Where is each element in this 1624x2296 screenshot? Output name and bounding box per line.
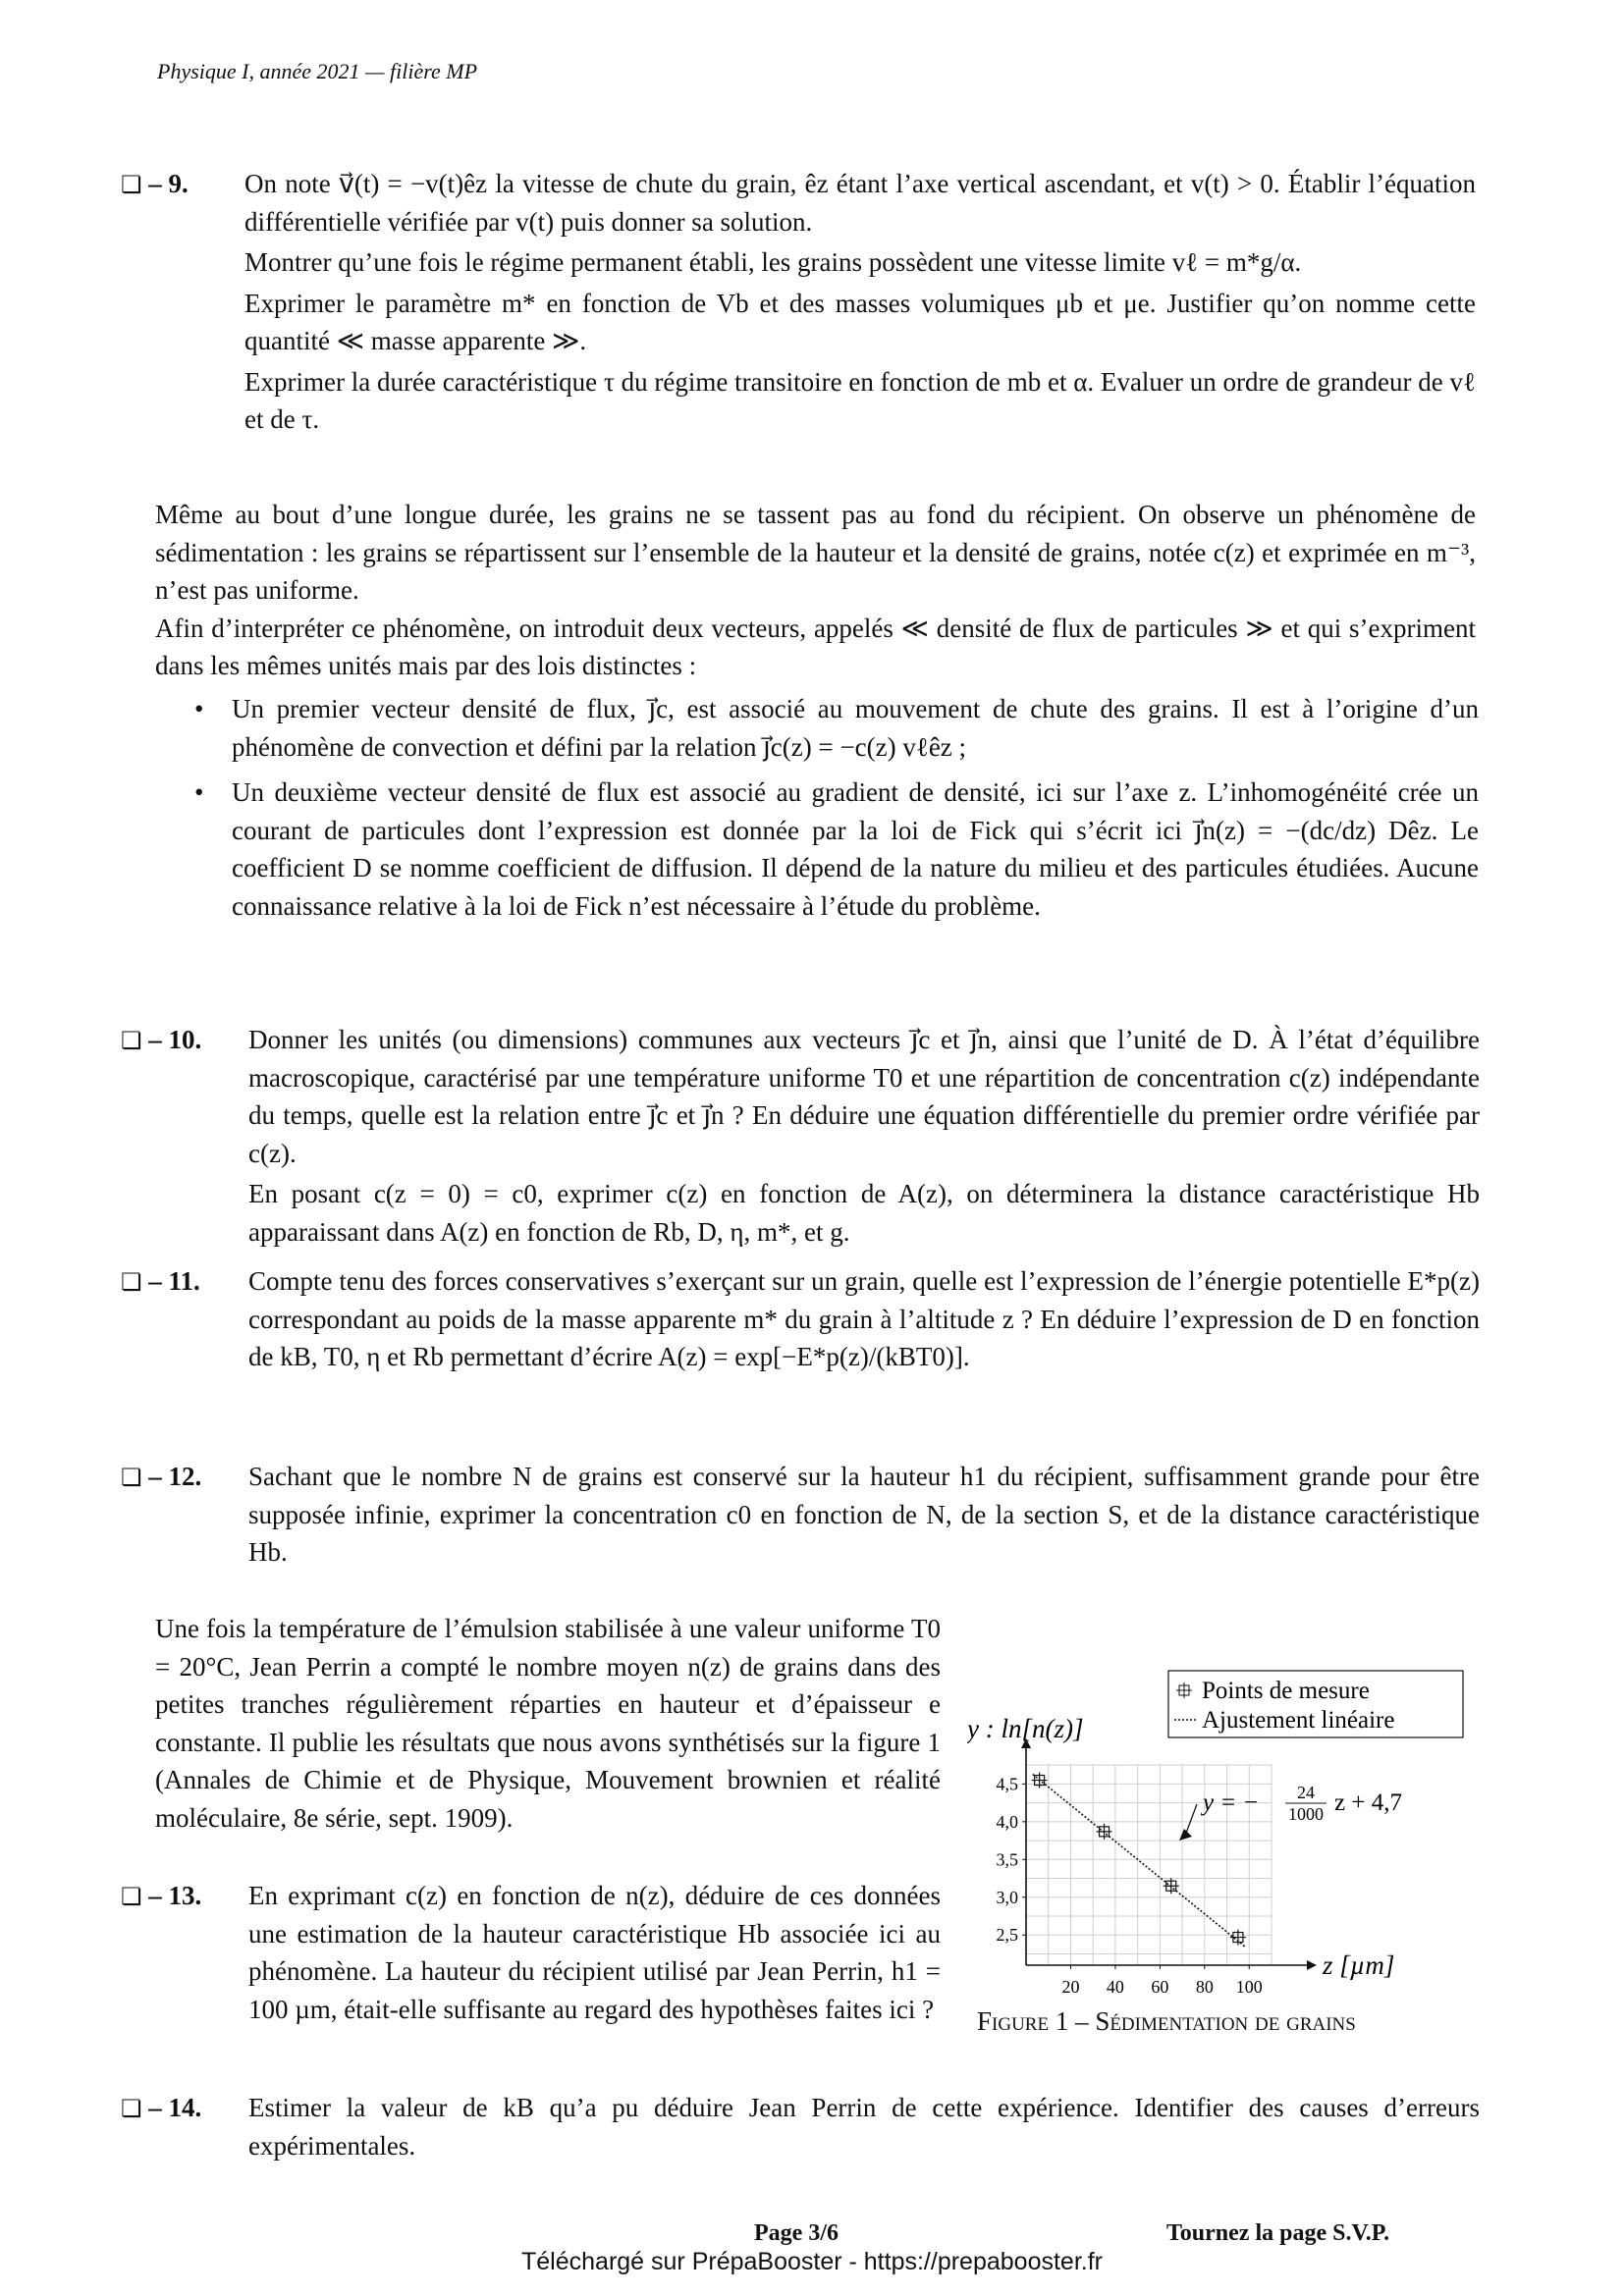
fit-equation-numerator: 24 [1297, 1783, 1315, 1802]
intro-block [155, 496, 1476, 685]
q14-text-1: Estimer la valeur de kB qu’a pu déduire Jean Perrin de cette expérience. Identifier des causes d’erreurs expérimentales. [248, 2093, 1480, 2161]
intro-paragraph-1: Même au bout d’une longue durée, les grains ne se tassent pas au fond du récipient. On observe un phénomène de sédimentation : les grains se répartissent sur l’ensemble de la hauteur et la densité de grains, notée c(z) et exprimée en m⁻³, n’est pas uniforme. [155, 500, 1476, 605]
data-point [1032, 1773, 1048, 1789]
fit-equation-rest: z + 4,7 [1334, 1789, 1402, 1816]
data-point [1164, 1878, 1179, 1894]
intro-paragraph-2: Afin d’interpréter ce phénomène, on introduit deux vecteurs, appelés ≪ densité de flux de particules ≫ et qui s’expriment dans les mêmes unités mais par des lois distinctes : [155, 613, 1476, 680]
q11-text-1: Compte tenu des forces conservatives s’exerçant sur un grain, quelle est l’expression de l’énergie potentielle E*p(z) correspondant au poids de la masse apparente m* du grain à l’altitude z ? En déduire l’expression de D en fonction de kB, T0, η et Rb permettant d’écrire A(z) = exp[−E*p(z)/(kBT0)]. [248, 1266, 1480, 1371]
legend-label-fit: Ajustement linéaire [1202, 1707, 1395, 1734]
q10-text-2: En posant c(z = 0) = c0, exprimer c(z) en fonction de A(z), on déterminera la distance caractéristique Hb apparaissant dans A(z) en fonction de Rb, D, η, m*, et g. [248, 1179, 1480, 1247]
chart-legend [1168, 1671, 1463, 1737]
y-tick-label: 4,5 [996, 1774, 1018, 1794]
data-point [1230, 1930, 1246, 1946]
question-11 [121, 1262, 1480, 1379]
q9-text-1: On note v⃗(t) = −v(t)êz la vitesse de chute du grain, êz étant l’axe vertical ascendant, et v(t) > 0. Établir l’équation différentielle vérifiée par v(t) puis donner sa solution. [244, 169, 1476, 237]
y-tick-label: 3,0 [996, 1887, 1018, 1907]
y-tick-label: 4,0 [996, 1811, 1018, 1832]
chart-axes [967, 1714, 1394, 1980]
chart-annotation [1179, 1783, 1402, 1841]
q13-text-1: En exprimant c(z) en fonction de n(z), déduire de ces données une estimation de la hauteur caractéristique Hb associée ici au phénomène. La hauteur du récipient utilisé par Jean Perrin, h1 = 100 µm, était-elle suffisante au regard des hypothèses faites ici ? [248, 1881, 941, 2024]
question-13 [121, 1877, 941, 2031]
x-axis-label: z [µm] [1323, 1950, 1395, 1980]
question-14 [121, 2089, 1480, 2167]
legend-label-points: Points de mesure [1202, 1678, 1370, 1704]
q12-text-1: Sachant que le nombre N de grains est conservé sur la hauteur h1 du récipient, suffisamment grande pour être supposée infinie, exprimer la concentration c0 en fonction de N, de la section S, et de la distance caractéristique Hb. [248, 1462, 1480, 1567]
figure-caption: Figure 1 – Sédimentation de grains [977, 2006, 1356, 2036]
fit-equation-prefix: y = − [1203, 1789, 1260, 1816]
checkbox-icon: ❏ [121, 2095, 142, 2122]
perrin-paragraph: Une fois la température de l’émulsion stabilisée à une valeur uniforme T0 = 20°C, Jean Perrin a compté le nombre moyen n(z) de grains dans des petites tranches régulièrement réparties en hauteur et d’épaisseur e constante. Il publie les résultats que nous avons synthétisés sur la figure 1 (Annales de Chimie et de Physique, Mouvement brownien et réalité moléculaire, 8e série, sept. 1909). [155, 1614, 941, 1833]
flux-list [192, 690, 1479, 925]
question-13-marker: ❏ – 13. [121, 1881, 202, 1910]
fit-equation-arrowhead [1179, 1829, 1192, 1841]
question-11-marker: ❏ – 11. [121, 1266, 200, 1296]
checkbox-icon: ❏ [121, 1268, 142, 1296]
x-axis-arrow [1307, 1960, 1317, 1970]
page-number: Page 3/6 [754, 2220, 839, 2246]
sedimentation-chart [967, 1641, 1478, 2054]
x-tick-label: 80 [1195, 1977, 1214, 1997]
question-14-marker: ❏ – 14. [121, 2093, 202, 2122]
flux-bullet-1: • Un premier vecteur densité de flux, j⃗c, est associé au mouvement de chute des grains. Il est à l’origine d’un phénomène de convection et défini par la relation j⃗c(z) = −c(z) vℓêz ; [194, 694, 1479, 762]
x-tick-label: 20 [1061, 1977, 1080, 1997]
question-10 [121, 1021, 1480, 1254]
q9-text-2: Montrer qu’une fois le régime permanent établi, les grains possèdent une vitesse limite vℓ = m*g/α. [244, 247, 1302, 277]
checkbox-icon: ❏ [121, 1027, 142, 1054]
x-tick-label: 100 [1235, 1977, 1263, 1997]
x-tick-label: 60 [1151, 1977, 1169, 1997]
y-tick-label: 2,5 [996, 1925, 1018, 1946]
question-9 [121, 165, 1476, 442]
question-12 [121, 1458, 1480, 1575]
flux-bullet-2: • Un deuxième vecteur densité de flux est associé au gradient de densité, ici sur l’axe z. L’inhomogénéité crée un courant de particules dont l’expression est donnée par la loi de Fick qui s’écrit ici j⃗n(z) = −(dc/dz) Dêz. Le coefficient D se nomme coefficient de diffusion. Il dépend de la nature du milieu et des particules étudiées. Aucune connaissance relative à la loi de Fick n’est nécessaire à l’étude du problème. [194, 777, 1479, 921]
fit-equation-arrow [1185, 1804, 1197, 1836]
q9-text-4: Exprimer la durée caractéristique τ du régime transitoire en fonction de mb et α. Evaluer un ordre de grandeur de vℓ et de τ. [244, 366, 1476, 434]
y-axis-label: y : ln[n(z)] [967, 1714, 1084, 1743]
question-10-marker: ❏ – 10. [121, 1025, 202, 1054]
turn-page-note: Tournez la page S.V.P. [1166, 2220, 1390, 2246]
x-tick-label: 40 [1106, 1977, 1124, 1997]
download-note: Téléchargé sur PrépaBooster - https://prepabooster.fr [521, 2248, 1103, 2275]
checkbox-icon: ❏ [121, 1883, 142, 1910]
q10-text-1: Donner les unités (ou dimensions) communes aux vecteurs j⃗c et j⃗n, ainsi que l’unité de D. À l’état d’équilibre macroscopique, caractérisé par une température uniforme T0 et une répartition de concentration c(z) indépendante du temps, quelle est la relation entre j⃗c et j⃗n ? En déduire une équation différentielle du premier ordre vérifiée par c(z). [248, 1025, 1480, 1168]
q9-text-3: Exprimer le paramètre m* en fonction de Vb et des masses volumiques μb et μe. Justifier qu’on nomme cette quantité ≪ masse apparente ≫. [244, 288, 1476, 355]
question-12-marker: ❏ – 12. [121, 1462, 202, 1491]
page-header: Physique I, année 2021 — filière MP [157, 59, 478, 83]
checkbox-icon: ❏ [121, 1464, 142, 1491]
fit-equation-denominator: 1000 [1288, 1804, 1324, 1824]
y-tick-label: 3,5 [996, 1849, 1018, 1870]
question-9-marker: ❏ – 9. [121, 169, 189, 198]
checkbox-icon: ❏ [121, 171, 142, 198]
